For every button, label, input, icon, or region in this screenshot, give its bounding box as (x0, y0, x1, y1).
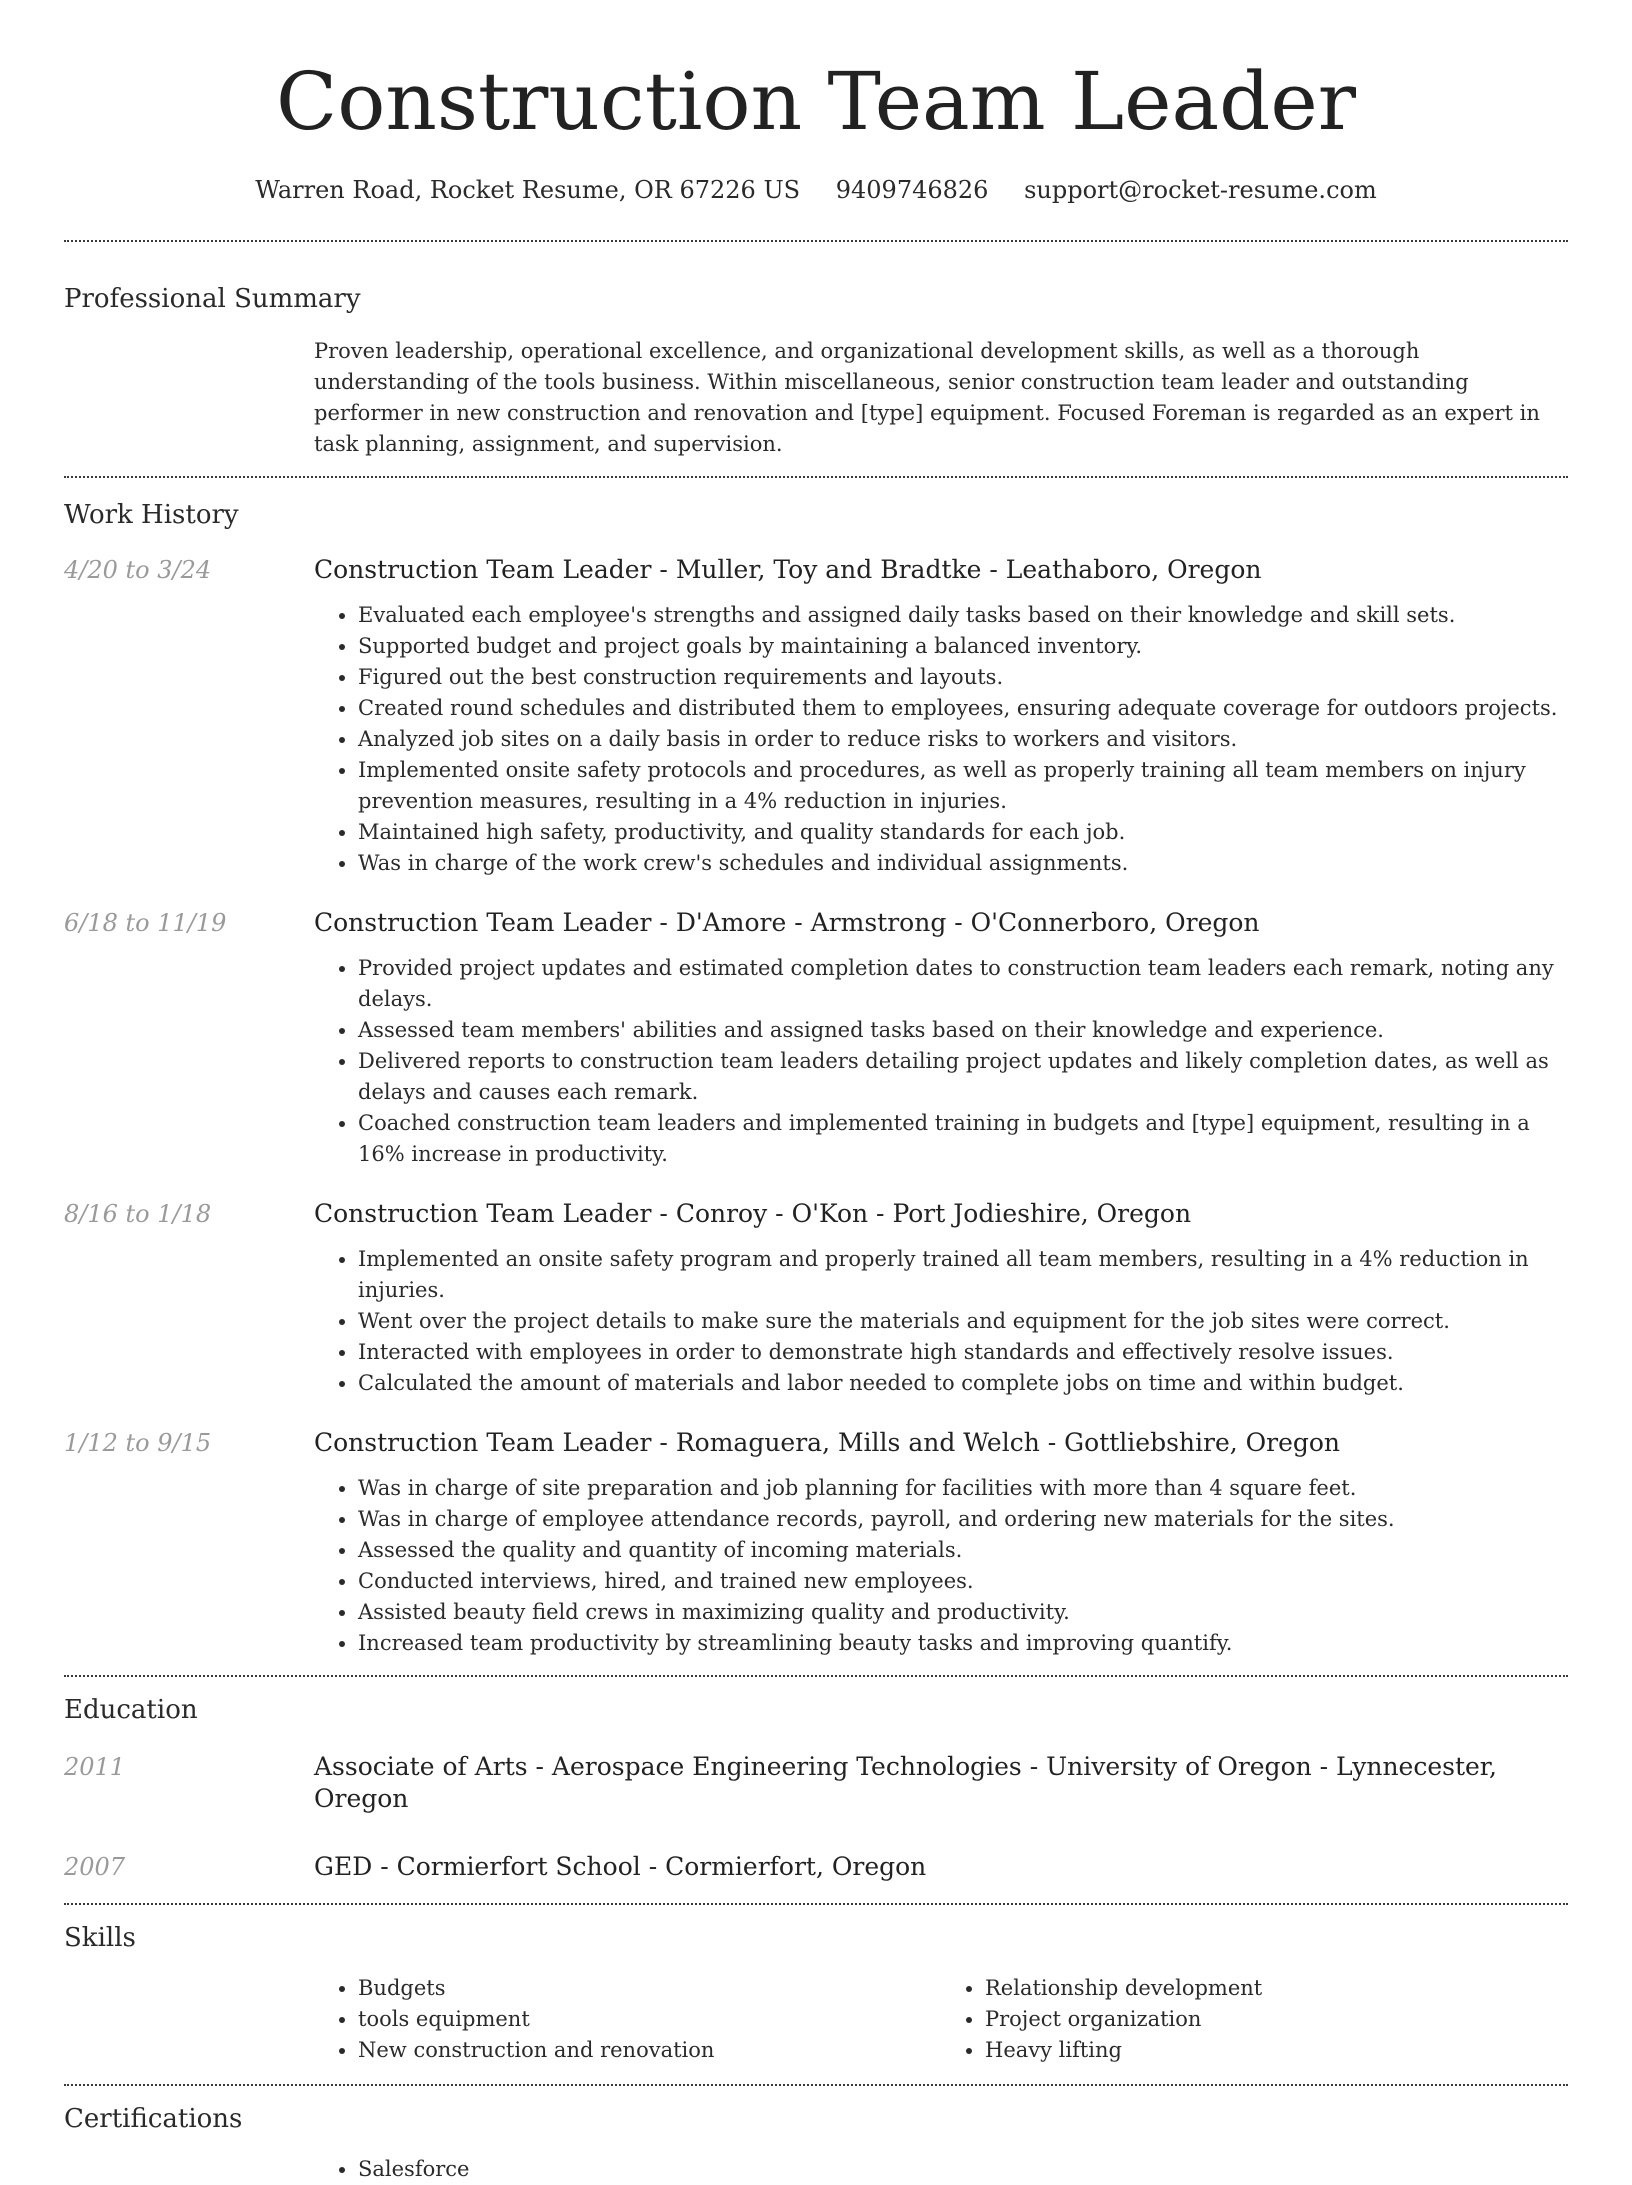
job-dates: 4/20 to 3/24 (64, 556, 212, 584)
section-title-certifications: Certifications (64, 2104, 243, 2134)
contact-email: support@rocket-resume.com (1024, 176, 1377, 204)
job-bullet: • Delivered reports to construction team leaders detailing project updates and likely completion dates, as well as delays and causes each remark. (358, 1046, 1568, 1108)
job-bullet: • Interacted with employees in order to demonstrate high standards and effectively resolve issues. (358, 1337, 1568, 1368)
job-bullet: • Supported budget and project goals by maintaining a balanced inventory. (358, 631, 1568, 662)
divider-skills (64, 2084, 1568, 2086)
job-heading: Construction Team Leader - Muller, Toy and Bradtke - Leathaboro, Oregon (314, 555, 1262, 584)
job-entry (64, 1198, 1568, 1399)
education-heading: GED - Cormierfort School - Cormierfort, Oregon (314, 1852, 927, 1881)
contact-phone: 9409746826 (835, 176, 989, 204)
job-entry (64, 1427, 1568, 1659)
skills-row (64, 1973, 1568, 2066)
certifications-list (314, 2154, 1568, 2185)
job-bullet: • Figured out the best construction requirements and layouts. (358, 662, 1568, 693)
skill-item: • Relationship development (985, 1973, 1568, 2004)
job-bullet: • Assessed team members' abilities and assigned tasks based on their knowledge and experience. (358, 1015, 1568, 1046)
job-dates: 1/12 to 9/15 (64, 1429, 212, 1457)
contact-address: Warren Road, Rocket Resume, OR 67226 US (255, 176, 801, 204)
skill-item: • Project organization (985, 2004, 1568, 2035)
certifications-left-spacer (64, 2154, 314, 2185)
education-year: 2011 (64, 1753, 126, 1781)
job-bullet: • Evaluated each employee's strengths and assigned daily tasks based on their knowledge and skill sets. (358, 600, 1568, 631)
job-bullet: • Conducted interviews, hired, and trained new employees. (358, 1566, 1568, 1597)
summary-row (64, 336, 1568, 460)
divider-summary (64, 476, 1568, 478)
certifications-list-wrap (314, 2154, 1568, 2185)
resume-page (64, 0, 1568, 2185)
job-bullet: • Was in charge of the work crew's schedules and individual assignments. (358, 848, 1568, 879)
job-heading: Construction Team Leader - Romaguera, Mills and Welch - Gottliebshire, Oregon (314, 1428, 1341, 1457)
job-bullets (314, 600, 1568, 879)
summary-text: Proven leadership, operational excellence, and organizational development skills, as well as a thorough understanding of the tools business. Within miscellaneous, senior construction team leader and outstanding performer in new construction and renovation and [type] equipment. Focused Foreman is regarded as an expert in task planning, assignment, and supervision. (314, 339, 1540, 456)
education-entry (64, 1851, 1568, 1883)
job-bullet: • Coached construction team leaders and implemented training in budgets and [type] equipment, resulting in a 16% increase in productivity. (358, 1108, 1568, 1170)
job-details (314, 1427, 1568, 1659)
job-bullet: • Analyzed job sites on a daily basis in order to reduce risks to workers and visitors. (358, 724, 1568, 755)
skills-grid (314, 1973, 1568, 2066)
section-title-education: Education (64, 1695, 198, 1725)
education-year: 2007 (64, 1853, 126, 1881)
divider-header (64, 240, 1568, 242)
skill-item: • New construction and renovation (358, 2035, 941, 2066)
divider-education (64, 1903, 1568, 1905)
job-details (314, 554, 1568, 879)
job-bullet: • Provided project updates and estimated completion dates to construction team leaders each remark, noting any delays. (358, 953, 1568, 1015)
resume-name: Construction Team Leader (276, 55, 1356, 148)
skill-item: • Heavy lifting (985, 2035, 1568, 2066)
job-heading: Construction Team Leader - Conroy - O'Kon - Port Jodieshire, Oregon (314, 1199, 1192, 1228)
job-bullet: • Was in charge of site preparation and job planning for facilities with more than 4 square feet. (358, 1473, 1568, 1504)
skill-item: • Budgets (358, 1973, 941, 2004)
job-bullets (314, 953, 1568, 1170)
job-bullet: • Created round schedules and distributed them to employees, ensuring adequate coverage for outdoors projects. (358, 693, 1568, 724)
education-heading: Associate of Arts - Aerospace Engineering Technologies - University of Oregon - Lynnecester, Oregon (314, 1752, 1497, 1813)
job-entry (64, 554, 1568, 879)
job-bullet: • Went over the project details to make sure the materials and equipment for the job sites were correct. (358, 1306, 1568, 1337)
section-title-summary: Professional Summary (64, 284, 361, 314)
job-bullets (314, 1244, 1568, 1399)
section-title-skills: Skills (64, 1923, 136, 1953)
job-bullet: • Assisted beauty field crews in maximizing quality and productivity. (358, 1597, 1568, 1628)
education-entry (64, 1751, 1568, 1815)
job-details (314, 1198, 1568, 1399)
job-heading: Construction Team Leader - D'Amore - Armstrong - O'Connerboro, Oregon (314, 908, 1260, 937)
certification-item: • Salesforce (358, 2154, 1568, 2185)
skill-item: • tools equipment (358, 2004, 941, 2035)
skills-left-spacer (64, 1973, 314, 2066)
job-bullet: • Implemented onsite safety protocols and procedures, as well as properly training all team members on injury prevention measures, resulting in a 4% reduction in injuries. (358, 755, 1568, 817)
job-bullet: • Implemented an onsite safety program and properly trained all team members, resulting in a 4% reduction in injuries. (358, 1244, 1568, 1306)
job-bullet: • Calculated the amount of materials and labor needed to complete jobs on time and within budget. (358, 1368, 1568, 1399)
job-dates: 8/16 to 1/18 (64, 1200, 212, 1228)
job-entry (64, 907, 1568, 1170)
section-title-work: Work History (64, 500, 239, 530)
contact-line (64, 174, 1568, 206)
job-bullet: • Was in charge of employee attendance records, payroll, and ordering new materials for the sites. (358, 1504, 1568, 1535)
job-bullets (314, 1473, 1568, 1659)
job-dates: 6/18 to 11/19 (64, 909, 227, 937)
summary-left-spacer (64, 336, 314, 460)
job-bullet: • Increased team productivity by streamlining beauty tasks and improving quantify. (358, 1628, 1568, 1659)
job-bullet: • Maintained high safety, productivity, and quality standards for each job. (358, 817, 1568, 848)
job-details (314, 907, 1568, 1170)
skills-list-right (941, 1973, 1568, 2066)
certifications-row (64, 2154, 1568, 2185)
skills-list-left (314, 1973, 941, 2066)
job-bullet: • Assessed the quality and quantity of incoming materials. (358, 1535, 1568, 1566)
divider-work (64, 1675, 1568, 1677)
